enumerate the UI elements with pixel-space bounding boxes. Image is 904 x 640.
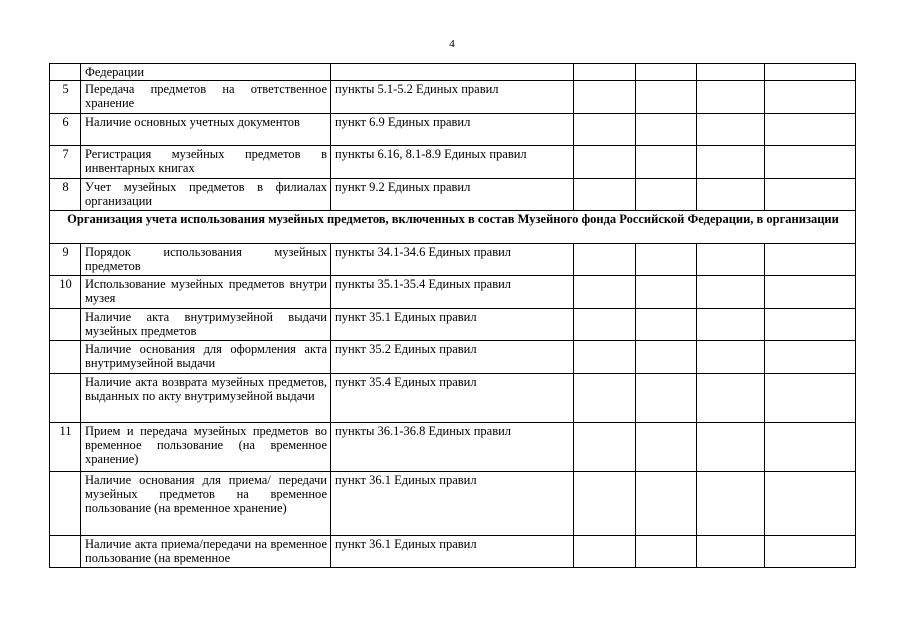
empty-answer-cell — [697, 244, 765, 276]
item-description-cell: Наличие основных учетных документов — [81, 114, 331, 146]
empty-answer-cell — [765, 64, 856, 81]
item-number-cell: 6 — [50, 114, 81, 146]
empty-answer-cell — [636, 146, 697, 179]
item-reference-cell: пункт 36.1 Единых правил — [331, 472, 574, 536]
empty-answer-cell — [697, 146, 765, 179]
table-row — [50, 81, 856, 114]
empty-answer-cell — [636, 374, 697, 423]
empty-answer-cell — [574, 536, 636, 568]
table-row — [50, 276, 856, 309]
empty-answer-cell — [636, 81, 697, 114]
item-reference-cell: пункты 6.16, 8.1-8.9 Единых правил — [331, 146, 574, 179]
empty-answer-cell — [636, 114, 697, 146]
empty-answer-cell — [765, 114, 856, 146]
empty-answer-cell — [697, 179, 765, 211]
table-row — [50, 146, 856, 179]
item-number-cell — [50, 309, 81, 341]
table-row — [50, 374, 856, 423]
empty-answer-cell — [765, 179, 856, 211]
item-reference-cell: пункт 35.1 Единых правил — [331, 309, 574, 341]
item-number-cell: 11 — [50, 423, 81, 472]
item-number-cell: 8 — [50, 179, 81, 211]
section-title: Организация учета использования музейных предметов, включенных в состав Музейного фонда Российской Федерации, в организации — [50, 211, 856, 244]
table-row — [50, 179, 856, 211]
item-description-cell: Наличие основания для приема/ передачи музейных предметов на временное пользование (на временное хранение) — [81, 472, 331, 536]
empty-answer-cell — [574, 179, 636, 211]
empty-answer-cell — [574, 423, 636, 472]
empty-answer-cell — [636, 179, 697, 211]
empty-answer-cell — [765, 423, 856, 472]
empty-answer-cell — [574, 374, 636, 423]
empty-answer-cell — [765, 244, 856, 276]
empty-answer-cell — [765, 146, 856, 179]
item-number-cell: 7 — [50, 146, 81, 179]
empty-answer-cell — [697, 423, 765, 472]
item-number-cell: 9 — [50, 244, 81, 276]
empty-answer-cell — [697, 64, 765, 81]
empty-answer-cell — [697, 341, 765, 374]
item-reference-cell: пункт 9.2 Единых правил — [331, 179, 574, 211]
item-description-cell: Передача предметов на ответственное хранение — [81, 81, 331, 114]
item-number-cell: 10 — [50, 276, 81, 309]
empty-answer-cell — [697, 309, 765, 341]
empty-answer-cell — [765, 309, 856, 341]
item-reference-cell: пункт 35.2 Единых правил — [331, 341, 574, 374]
empty-answer-cell — [636, 341, 697, 374]
table-body — [50, 64, 856, 568]
empty-answer-cell — [636, 536, 697, 568]
table-row — [50, 114, 856, 146]
item-number-cell — [50, 536, 81, 568]
inspection-checklist-table — [49, 63, 856, 568]
empty-answer-cell — [636, 276, 697, 309]
table-row — [50, 341, 856, 374]
item-description-cell: Учет музейных предметов в филиалах организации — [81, 179, 331, 211]
item-description-cell: Порядок использования музейных предметов — [81, 244, 331, 276]
empty-answer-cell — [765, 536, 856, 568]
empty-answer-cell — [697, 114, 765, 146]
item-description-cell: Наличие акта внутримузейной выдачи музейных предметов — [81, 309, 331, 341]
item-reference-cell: пункт 36.1 Единых правил — [331, 536, 574, 568]
item-description-cell: Прием и передача музейных предметов во временное пользование (на временное хранение) — [81, 423, 331, 472]
empty-answer-cell — [574, 64, 636, 81]
item-reference-cell: пункты 34.1-34.6 Единых правил — [331, 244, 574, 276]
item-reference-cell: пункты 5.1-5.2 Единых правил — [331, 81, 574, 114]
empty-answer-cell — [574, 114, 636, 146]
empty-answer-cell — [765, 341, 856, 374]
empty-answer-cell — [697, 374, 765, 423]
empty-answer-cell — [636, 423, 697, 472]
table-row — [50, 309, 856, 341]
empty-answer-cell — [636, 244, 697, 276]
item-number-cell — [50, 472, 81, 536]
item-reference-cell: пункты 35.1-35.4 Единых правил — [331, 276, 574, 309]
item-description-cell: Наличие основания для оформления акта внутримузейной выдачи — [81, 341, 331, 374]
empty-answer-cell — [697, 276, 765, 309]
empty-answer-cell — [574, 472, 636, 536]
table-row — [50, 536, 856, 568]
empty-answer-cell — [574, 341, 636, 374]
table-row — [50, 244, 856, 276]
empty-answer-cell — [697, 472, 765, 536]
item-description-cell: Регистрация музейных предметов в инвентарных книгах — [81, 146, 331, 179]
empty-answer-cell — [697, 81, 765, 114]
empty-answer-cell — [636, 472, 697, 536]
empty-answer-cell — [574, 146, 636, 179]
item-number-cell: 5 — [50, 81, 81, 114]
empty-answer-cell — [636, 64, 697, 81]
empty-answer-cell — [574, 81, 636, 114]
item-description-cell: Использование музейных предметов внутри музея — [81, 276, 331, 309]
empty-answer-cell — [574, 309, 636, 341]
empty-answer-cell — [636, 309, 697, 341]
table-row — [50, 472, 856, 536]
item-description-cell: Наличие акта приема/передачи на временное пользование (на временное — [81, 536, 331, 568]
item-reference-cell: пункты 36.1-36.8 Единых правил — [331, 423, 574, 472]
empty-answer-cell — [765, 81, 856, 114]
item-reference-cell: пункт 35.4 Единых правил — [331, 374, 574, 423]
item-number-cell — [50, 341, 81, 374]
item-description-cell: Наличие акта возврата музейных предметов, выданных по акту внутримузейной выдачи — [81, 374, 331, 423]
empty-answer-cell — [574, 244, 636, 276]
empty-answer-cell — [574, 276, 636, 309]
empty-answer-cell — [765, 374, 856, 423]
item-number-cell — [50, 374, 81, 423]
page-number: 4 — [449, 38, 455, 50]
table-row — [50, 423, 856, 472]
empty-answer-cell — [697, 536, 765, 568]
item-reference-cell — [331, 64, 574, 81]
table-row — [50, 64, 856, 81]
section-header-row — [50, 211, 856, 244]
item-description-cell: Федерации — [81, 64, 331, 81]
empty-answer-cell — [765, 472, 856, 536]
empty-answer-cell — [765, 276, 856, 309]
item-number-cell — [50, 64, 81, 81]
item-reference-cell: пункт 6.9 Единых правил — [331, 114, 574, 146]
